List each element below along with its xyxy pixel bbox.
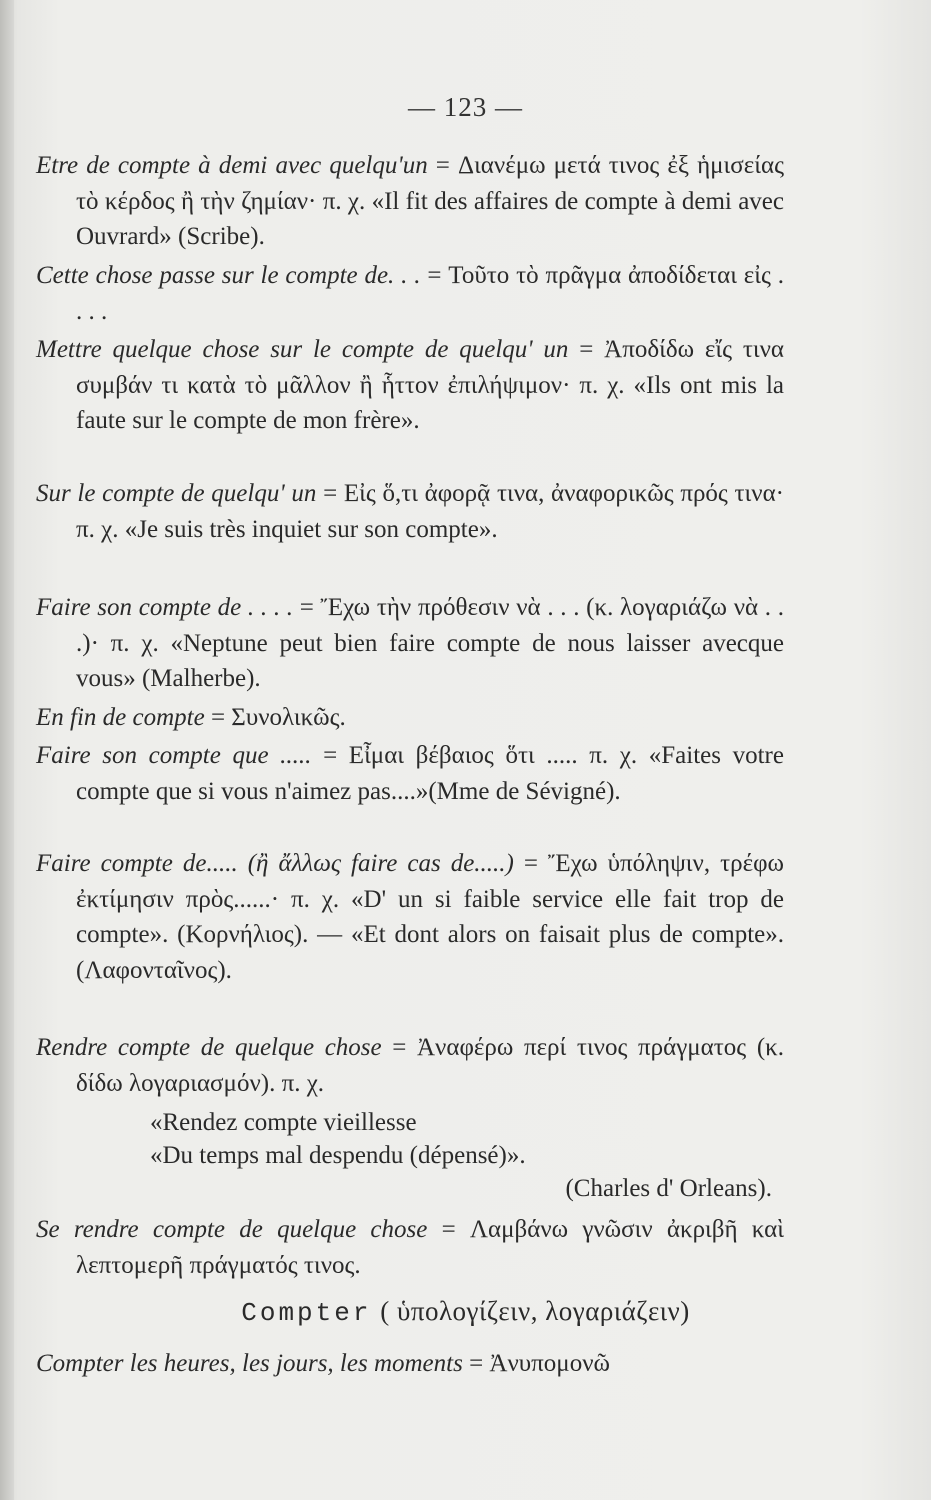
dictionary-entry bbox=[36, 590, 784, 697]
greek-definition: = Εἰς ὅ,τι ἀφορᾷ τινα, ἀναφορικῶς πρός τινα· π. χ. bbox=[76, 480, 785, 543]
verse-line: «Rendez compte vieillesse bbox=[150, 1109, 417, 1136]
greek-definition: = Ἀνυπομονῶ bbox=[462, 1350, 610, 1377]
verse-attribution: (Charles d' Orleans). bbox=[565, 1175, 772, 1202]
dictionary-entry bbox=[36, 700, 784, 736]
example-text: «Il fit des affaires de compte à demi avec Ouvrard» (Scribe). bbox=[76, 187, 784, 250]
dictionary-entry bbox=[36, 258, 784, 329]
french-phrase: Se rendre compte de quelque chose bbox=[36, 1216, 428, 1243]
french-phrase: Faire son compte de . . . . bbox=[36, 594, 294, 621]
greek-definition: = Ἔχω ὑπόληψιν, τρέφω ἐκτίμησιν πρὸς......· π. χ. bbox=[76, 850, 784, 913]
dictionary-entry bbox=[36, 476, 785, 547]
greek-definition: = Εἶμαι βέβαιος ὅτι ..... π. χ. bbox=[311, 742, 638, 769]
heading-word: Compter bbox=[241, 1298, 372, 1328]
dictionary-entry bbox=[36, 332, 785, 439]
greek-definition: = Λαμβάνω γνῶσιν ἀκριβῆ καὶ λεπτομερῆ πράγματός τινος. bbox=[76, 1216, 784, 1279]
greek-definition: = Ἀποδίδω εἴς τινα συμβάν τι κατὰ τὸ μᾶλλον ἢ ἧττον ἐπιλήψιμον· π. χ. bbox=[76, 336, 784, 399]
example-text: «Ils ont mis la faute sur le compte de mon frère». bbox=[76, 371, 785, 434]
example-text: «Faites votre compte que si vous n'aimez pas....»(Mme de Sévigné). bbox=[76, 742, 784, 805]
section-heading bbox=[0, 1296, 931, 1328]
french-phrase: En fin de compte bbox=[36, 704, 205, 731]
french-phrase: Faire son compte que ..... bbox=[36, 742, 312, 769]
french-phrase: Compter les heures, les jours, les moments bbox=[36, 1350, 463, 1377]
greek-definition: = Διανέμω μετά τινος ἐξ ἡμισείας τὸ κέρδος ἢ τὴν ζημίαν· π. χ. bbox=[76, 152, 784, 215]
french-phrase: Etre de compte à demi avec quelqu'un bbox=[36, 152, 428, 179]
french-phrase: Cette chose passe sur le compte de. . . bbox=[36, 262, 421, 289]
greek-definition: = Συνολικῶς. bbox=[204, 704, 346, 731]
verse-quotation bbox=[150, 1106, 790, 1205]
heading-greek: ( ὑπολογίζειν, λογαριάζειν) bbox=[380, 1296, 690, 1326]
example-text: «D' un si faible service elle fait trop de compte». (Κορνήλιος). — «Et dont alors on faisait plus de compte». (Λαφονταῖνος). bbox=[76, 885, 784, 984]
dictionary-entry bbox=[36, 1346, 784, 1382]
french-phrase: Sur le compte de quelqu' un bbox=[36, 480, 317, 507]
dictionary-entry bbox=[36, 1212, 784, 1283]
french-phrase: Mettre quelque chose sur le compte de quelqu' un bbox=[36, 336, 569, 363]
dictionary-entry bbox=[36, 1030, 784, 1101]
french-phrase: Rendre compte de quelque chose bbox=[36, 1034, 382, 1061]
dictionary-entry bbox=[36, 738, 784, 809]
example-text: «Je suis très inquiet sur son compte». bbox=[118, 515, 498, 543]
page-gutter bbox=[0, 0, 14, 1500]
dictionary-entry bbox=[36, 148, 784, 255]
dictionary-entry bbox=[36, 846, 784, 988]
example-text: «Neptune peut bien faire compte de nous laisser avecque vous» (Malherbe). bbox=[76, 629, 784, 692]
verse-line: «Du temps mal despendu (dépensé)». bbox=[150, 1142, 526, 1169]
page-number: — 123 — bbox=[408, 92, 523, 122]
greek-definition: = Ἀναφέρω περί τινος πράγματος (κ. δίδω λογαριασμόν). π. χ. bbox=[76, 1034, 784, 1097]
french-phrase: Faire compte de..... (ἢ ἄλλως faire cas de.....) bbox=[36, 850, 514, 877]
greek-definition: = Τοῦτο τὸ πρᾶγμα ἀποδίδεται εἰς . . . . bbox=[76, 262, 784, 325]
greek-definition: = Ἔχω τὴν πρόθεσιν νὰ . . . (κ. λογαριάζω νὰ . . .)· π. χ. bbox=[76, 594, 784, 657]
